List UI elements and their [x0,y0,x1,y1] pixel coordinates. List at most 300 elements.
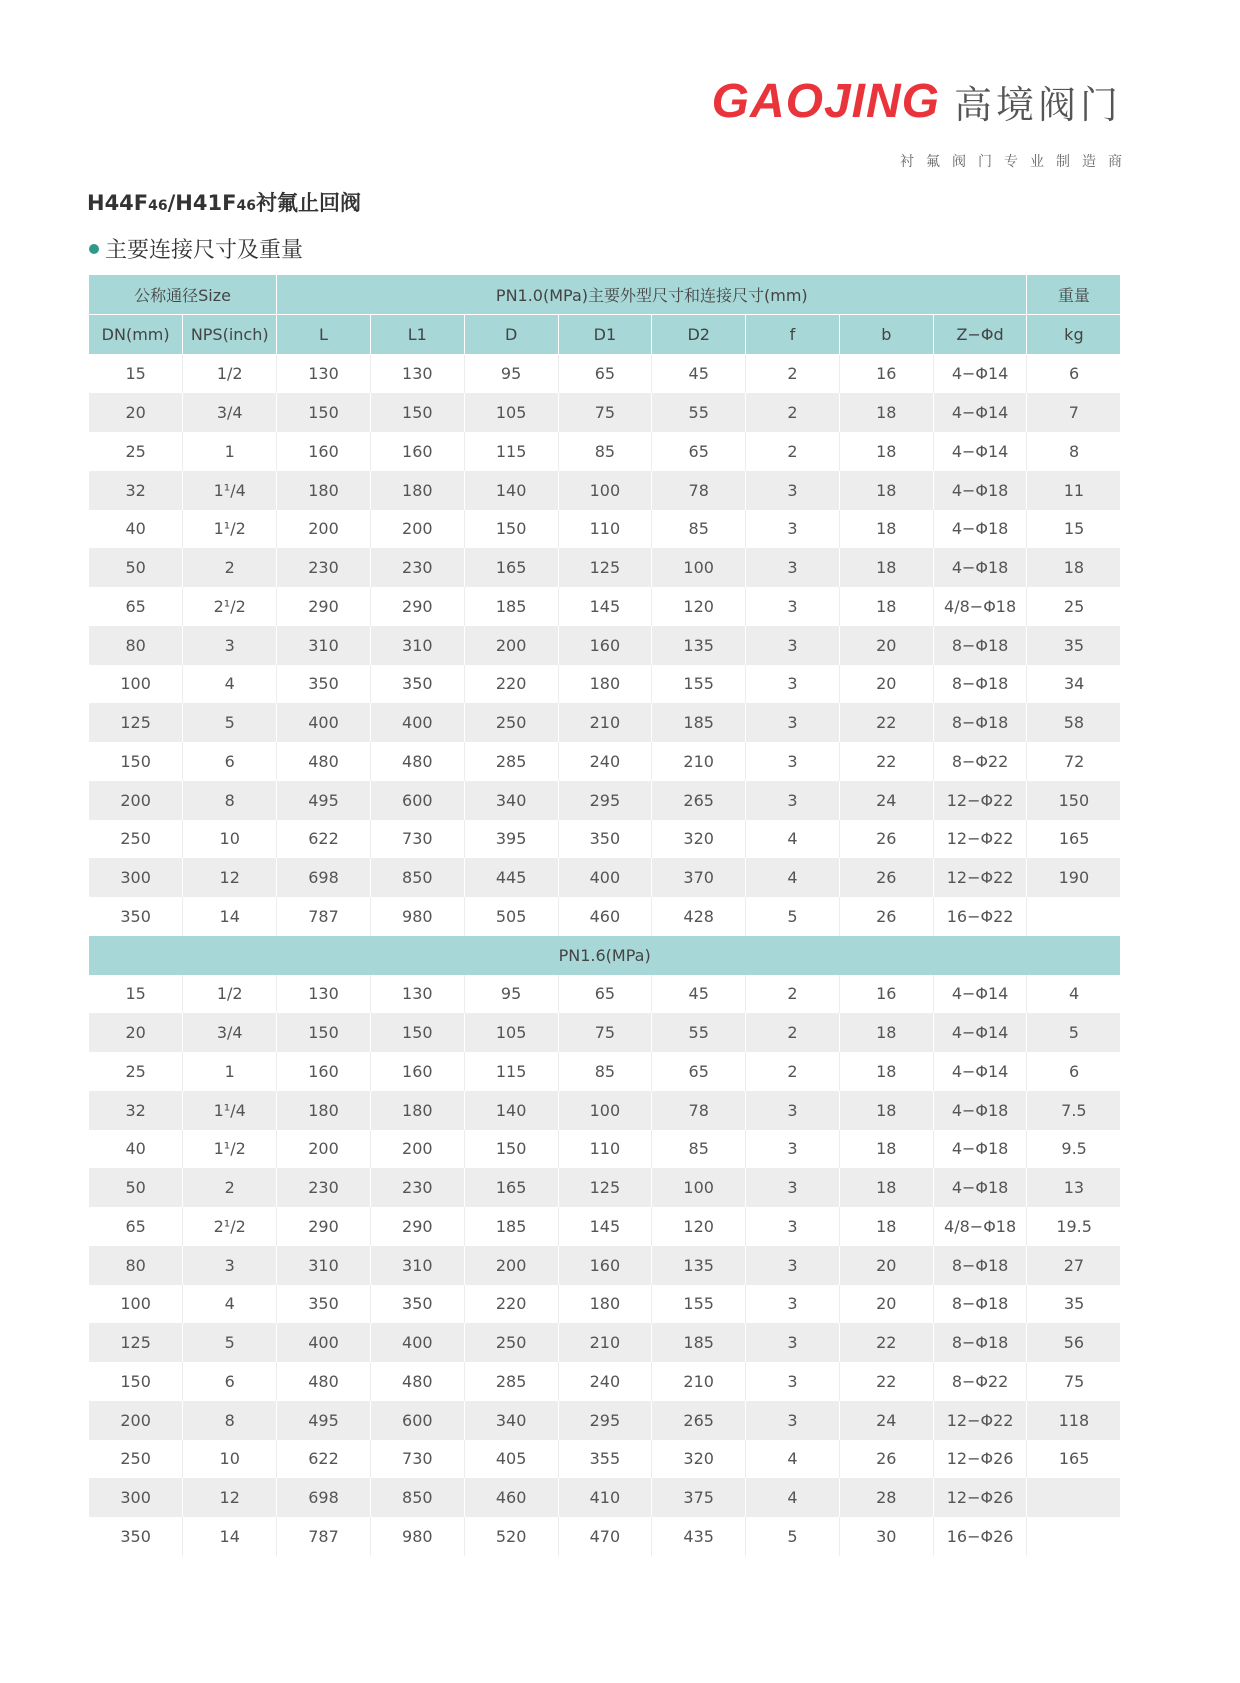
table-row [89,665,1121,704]
table-cell: 20 [839,1285,933,1324]
table-cell: 26 [839,820,933,859]
table-cell: 265 [652,781,746,820]
table-cell: 50 [89,548,183,587]
table-row [89,432,1121,471]
table-cell: 4 [183,665,277,704]
table-cell: 160 [558,626,652,665]
table-row [89,1517,1121,1556]
table-cell: 8 [183,781,277,820]
table-subheader-row [89,314,1121,354]
table-cell: 290 [370,1207,464,1246]
table-cell: 85 [652,510,746,549]
table-cell: 1¹/2 [183,510,277,549]
table-cell: 20 [839,665,933,704]
table-cell: 4−Φ18 [933,1168,1027,1207]
table-cell: 19.5 [1027,1207,1121,1246]
table-cell: 78 [652,1091,746,1130]
table-cell: 250 [89,1440,183,1479]
table-row [89,510,1121,549]
table-cell: 1 [183,432,277,471]
table-cell: 200 [464,626,558,665]
table-cell: 3/4 [183,1013,277,1052]
header-dn: DN(mm) [89,314,183,354]
table-cell: 12 [183,1478,277,1517]
table-cell: 4/8−Φ18 [933,587,1027,626]
table-cell: 495 [277,781,371,820]
table-cell: 105 [464,1013,558,1052]
table-row [89,1168,1121,1207]
table-cell: 5 [183,1323,277,1362]
table-cell: 850 [370,1478,464,1517]
table-cell: 65 [652,1052,746,1091]
table-row [89,1091,1121,1130]
table-cell: 18 [839,1168,933,1207]
table-cell: 18 [839,1130,933,1169]
table-row [89,1052,1121,1091]
table-cell [1027,897,1121,936]
table-cell: 150 [370,1013,464,1052]
header-kg: kg [1027,314,1121,354]
table-cell: 5 [746,1517,840,1556]
table-cell: 110 [558,1130,652,1169]
table-cell: 22 [839,703,933,742]
table-cell: 165 [1027,820,1121,859]
header-size: 公称通径Size [89,275,277,314]
table-cell: 180 [370,1091,464,1130]
table-cell: 3 [746,1362,840,1401]
table-cell: 45 [652,975,746,1014]
table-cell: 130 [277,354,371,393]
table-cell: 395 [464,820,558,859]
brand-header [711,74,1134,171]
table-cell: 300 [89,858,183,897]
table-cell: 3 [746,548,840,587]
table-cell: 12−Φ26 [933,1478,1027,1517]
table-cell: 165 [464,1168,558,1207]
table-cell: 320 [652,820,746,859]
table-cell: 200 [370,1130,464,1169]
table-cell: 4−Φ14 [933,975,1027,1014]
table-cell: 250 [464,703,558,742]
table-cell: 4−Φ14 [933,393,1027,432]
table-cell: 16 [839,354,933,393]
table-cell: 3 [746,1130,840,1169]
table-cell: 622 [277,1440,371,1479]
table-cell: 150 [464,510,558,549]
table-cell: 160 [558,1246,652,1285]
table-row [89,626,1121,665]
bullet-dot-icon [89,244,99,254]
table-cell: 210 [652,742,746,781]
table-cell: 200 [89,1401,183,1440]
table-cell: 480 [277,742,371,781]
table-cell: 240 [558,1362,652,1401]
table-cell: 2 [746,432,840,471]
table-cell: 185 [464,587,558,626]
table-cell: 505 [464,897,558,936]
table-row [89,1130,1121,1169]
brand-name-en: GAOJING [711,75,940,128]
table-cell: 787 [277,897,371,936]
table-cell: 980 [370,1517,464,1556]
table-cell: 190 [1027,858,1121,897]
table-cell: 375 [652,1478,746,1517]
table-cell: 65 [89,1207,183,1246]
header-d: D [464,314,558,354]
table-cell: 730 [370,820,464,859]
table-cell: 3/4 [183,393,277,432]
table-cell: 11 [1027,471,1121,510]
header-f: f [746,314,840,354]
table-cell: 6 [1027,1052,1121,1091]
table-cell: 10 [183,1440,277,1479]
table-cell: 20 [89,1013,183,1052]
table-cell: 200 [89,781,183,820]
table-cell: 230 [370,548,464,587]
table-cell: 1¹/4 [183,471,277,510]
table-cell: 185 [464,1207,558,1246]
table-cell: 25 [89,1052,183,1091]
table-cell: 200 [277,510,371,549]
table-cell: 3 [183,626,277,665]
table-cell: 160 [277,1052,371,1091]
table-cell: 12 [183,858,277,897]
table-cell: 3 [746,587,840,626]
table-cell: 435 [652,1517,746,1556]
table-cell: 18 [839,1052,933,1091]
table-cell: 3 [746,781,840,820]
table-row [89,1285,1121,1324]
table-cell: 295 [558,1401,652,1440]
table-cell: 4−Φ18 [933,471,1027,510]
table-cell: 150 [464,1130,558,1169]
table-cell: 26 [839,1440,933,1479]
table-cell: 100 [89,665,183,704]
dimension-table [89,275,1121,1556]
table-cell: 18 [839,548,933,587]
table-cell: 290 [277,587,371,626]
table-cell: 180 [277,1091,371,1130]
table-cell: 730 [370,1440,464,1479]
table-cell: 22 [839,1362,933,1401]
header-l1: L1 [370,314,464,354]
table-cell: 50 [89,1168,183,1207]
brand-tagline: 衬氟阀门专业制造商 [900,154,1134,170]
table-cell: 14 [183,897,277,936]
table-cell: 25 [89,432,183,471]
table-cell: 300 [89,1478,183,1517]
table-cell: 3 [746,665,840,704]
table-cell: 125 [558,548,652,587]
table-cell: 210 [558,1323,652,1362]
table-cell: 210 [652,1362,746,1401]
table-cell: 18 [839,1207,933,1246]
table-cell: 400 [558,858,652,897]
header-pn10: PN1.0(MPa)主要外型尺寸和连接尺寸(mm) [277,275,1027,314]
table-cell: 480 [277,1362,371,1401]
table-cell: 2 [746,1052,840,1091]
table-cell: 15 [89,975,183,1014]
title-part: 衬氟止回阀 [255,191,361,215]
brand-name-cn: 高境阀门 [953,83,1122,127]
table-cell: 350 [277,1285,371,1324]
table-cell: 34 [1027,665,1121,704]
table-cell: 8−Φ18 [933,626,1027,665]
table-cell: 80 [89,626,183,665]
table-cell: 13 [1027,1168,1121,1207]
table-cell: 100 [558,471,652,510]
table-cell: 20 [89,393,183,432]
table-cell: 150 [370,393,464,432]
table-cell: 2¹/2 [183,1207,277,1246]
table-cell: 72 [1027,742,1121,781]
table-cell: 135 [652,626,746,665]
table-cell: 58 [1027,703,1121,742]
header-z-phi-d: Z−Φd [933,314,1027,354]
table-cell: 185 [652,1323,746,1362]
table-cell: 200 [277,1130,371,1169]
table-cell: 160 [370,1052,464,1091]
table-cell: 130 [277,975,371,1014]
table-cell: 1/2 [183,975,277,1014]
table-cell: 250 [89,820,183,859]
table-cell: 15 [1027,510,1121,549]
table-row [89,897,1121,936]
table-cell: 20 [839,1246,933,1285]
table-cell: 4 [1027,975,1121,1014]
table-cell: 115 [464,432,558,471]
table-cell: 5 [1027,1013,1121,1052]
table-cell: 3 [746,510,840,549]
brand-logo [712,74,1122,129]
table-cell: 230 [277,1168,371,1207]
table-cell: 405 [464,1440,558,1479]
table-cell: 18 [839,393,933,432]
table-cell: 350 [89,897,183,936]
table-cell: 2 [183,1168,277,1207]
table-cell: 4−Φ14 [933,432,1027,471]
table-header-row [89,275,1121,314]
table-cell: 85 [558,432,652,471]
header-weight: 重量 [1027,275,1121,314]
table-cell: 2 [746,1013,840,1052]
table-cell: 100 [652,548,746,587]
table-cell: 3 [746,742,840,781]
table-cell: 12−Φ22 [933,858,1027,897]
table-cell: 160 [277,432,371,471]
table-cell: 285 [464,1362,558,1401]
table-cell: 5 [746,897,840,936]
table-cell: 3 [183,1246,277,1285]
table-cell: 125 [558,1168,652,1207]
header-nps: NPS(inch) [183,314,277,354]
table-cell: 460 [464,1478,558,1517]
table-cell: 12−Φ26 [933,1440,1027,1479]
table-cell: 350 [370,665,464,704]
table-cell: 8−Φ22 [933,1362,1027,1401]
table-cell: 16 [839,975,933,1014]
table-cell: 185 [652,703,746,742]
table-cell: 120 [652,587,746,626]
table-cell: 18 [839,432,933,471]
table-cell: 8−Φ18 [933,703,1027,742]
table-cell: 220 [464,1285,558,1324]
section-heading-text: 主要连接尺寸及重量 [105,238,304,263]
table-cell: 4−Φ18 [933,1130,1027,1169]
table-cell: 3 [746,1285,840,1324]
table-cell: 480 [370,742,464,781]
page-title [87,187,361,217]
table-cell: 18 [839,471,933,510]
table-cell: 145 [558,587,652,626]
table-cell: 16−Φ22 [933,897,1027,936]
table-cell: 495 [277,1401,371,1440]
table-row [89,1246,1121,1285]
table-cell: 1¹/2 [183,1130,277,1169]
table-cell: 4−Φ14 [933,354,1027,393]
table-cell: 980 [370,897,464,936]
table-cell: 1 [183,1052,277,1091]
table-cell: 2 [746,354,840,393]
table-cell: 400 [370,1323,464,1362]
table-cell: 24 [839,781,933,820]
table-row [89,1362,1121,1401]
table-cell: 160 [370,432,464,471]
table-row [89,742,1121,781]
table-cell: 65 [558,975,652,1014]
table-cell: 40 [89,1130,183,1169]
table-cell: 150 [89,1362,183,1401]
table-cell: 7.5 [1027,1091,1121,1130]
table-cell: 18 [839,587,933,626]
table-cell: 24 [839,1401,933,1440]
table-cell: 26 [839,897,933,936]
table-cell: 56 [1027,1323,1121,1362]
table-row [89,587,1121,626]
table-cell: 4−Φ18 [933,548,1027,587]
title-subscript: 46 [148,198,168,214]
table-row [89,703,1121,742]
table-cell: 6 [183,1362,277,1401]
table-cell: 20 [839,626,933,665]
table-cell: 100 [652,1168,746,1207]
table-cell: 140 [464,1091,558,1130]
table-cell: 22 [839,1323,933,1362]
table-cell: 8−Φ18 [933,1323,1027,1362]
table-cell: 8 [1027,432,1121,471]
table-cell: 150 [1027,781,1121,820]
table-cell: 3 [746,1246,840,1285]
table-cell: 445 [464,858,558,897]
table-cell: 2 [746,393,840,432]
table-cell: 250 [464,1323,558,1362]
table-cell: 428 [652,897,746,936]
table-cell: 18 [1027,548,1121,587]
table-cell: 155 [652,665,746,704]
table-cell: 165 [1027,1440,1121,1479]
table-cell: 30 [839,1517,933,1556]
table-cell: 125 [89,703,183,742]
table-row [89,1207,1121,1246]
table-cell: 4−Φ14 [933,1052,1027,1091]
table-cell: 80 [89,1246,183,1285]
table-cell: 115 [464,1052,558,1091]
table-cell: 2 [746,975,840,1014]
table-cell: 18 [839,1091,933,1130]
table-cell: 28 [839,1478,933,1517]
table-cell: 180 [277,471,371,510]
table-cell: 3 [746,1323,840,1362]
table-cell: 1/2 [183,354,277,393]
table-cell: 135 [652,1246,746,1285]
table-cell: 12−Φ22 [933,781,1027,820]
table-cell: 410 [558,1478,652,1517]
table-cell: 320 [652,1440,746,1479]
table-cell: 3 [746,1091,840,1130]
table-row [89,1440,1121,1479]
table-cell: 2¹/2 [183,587,277,626]
table-cell: 85 [558,1052,652,1091]
table-cell: 520 [464,1517,558,1556]
table-cell: 220 [464,665,558,704]
table-cell: 32 [89,1091,183,1130]
table-cell: 75 [558,393,652,432]
table-cell: 78 [652,471,746,510]
table-cell: 130 [370,975,464,1014]
table-cell: 7 [1027,393,1121,432]
table-cell: 4 [746,858,840,897]
table-cell: 18 [839,1013,933,1052]
table-cell: 15 [89,354,183,393]
table-cell: 32 [89,471,183,510]
table-cell: 8 [183,1401,277,1440]
table-cell: 3 [746,703,840,742]
table-cell: 26 [839,858,933,897]
table-cell: 2 [183,548,277,587]
table-cell: 240 [558,742,652,781]
table-cell: 600 [370,1401,464,1440]
table-cell: 370 [652,858,746,897]
table-cell: 4/8−Φ18 [933,1207,1027,1246]
table-cell: 65 [89,587,183,626]
table-cell: 460 [558,897,652,936]
table-cell: 165 [464,548,558,587]
header-l: L [277,314,371,354]
table-cell: 200 [464,1246,558,1285]
table-cell: 118 [1027,1401,1121,1440]
table-cell: 340 [464,781,558,820]
table-cell: 3 [746,1207,840,1246]
table-cell: 155 [652,1285,746,1324]
table-cell: 5 [183,703,277,742]
table-cell: 622 [277,820,371,859]
table-cell: 4 [183,1285,277,1324]
table-row [89,393,1121,432]
table-cell: 12−Φ22 [933,820,1027,859]
table-cell: 400 [370,703,464,742]
table-cell: 105 [464,393,558,432]
table-cell: 1¹/4 [183,1091,277,1130]
table-row [89,1323,1121,1362]
table-row [89,1478,1121,1517]
title-subscript: 46 [236,198,256,214]
table-row [89,858,1121,897]
table-cell: 10 [183,820,277,859]
table-cell: 55 [652,393,746,432]
table-cell: 27 [1027,1246,1121,1285]
table-cell: 180 [370,471,464,510]
table-cell: 40 [89,510,183,549]
